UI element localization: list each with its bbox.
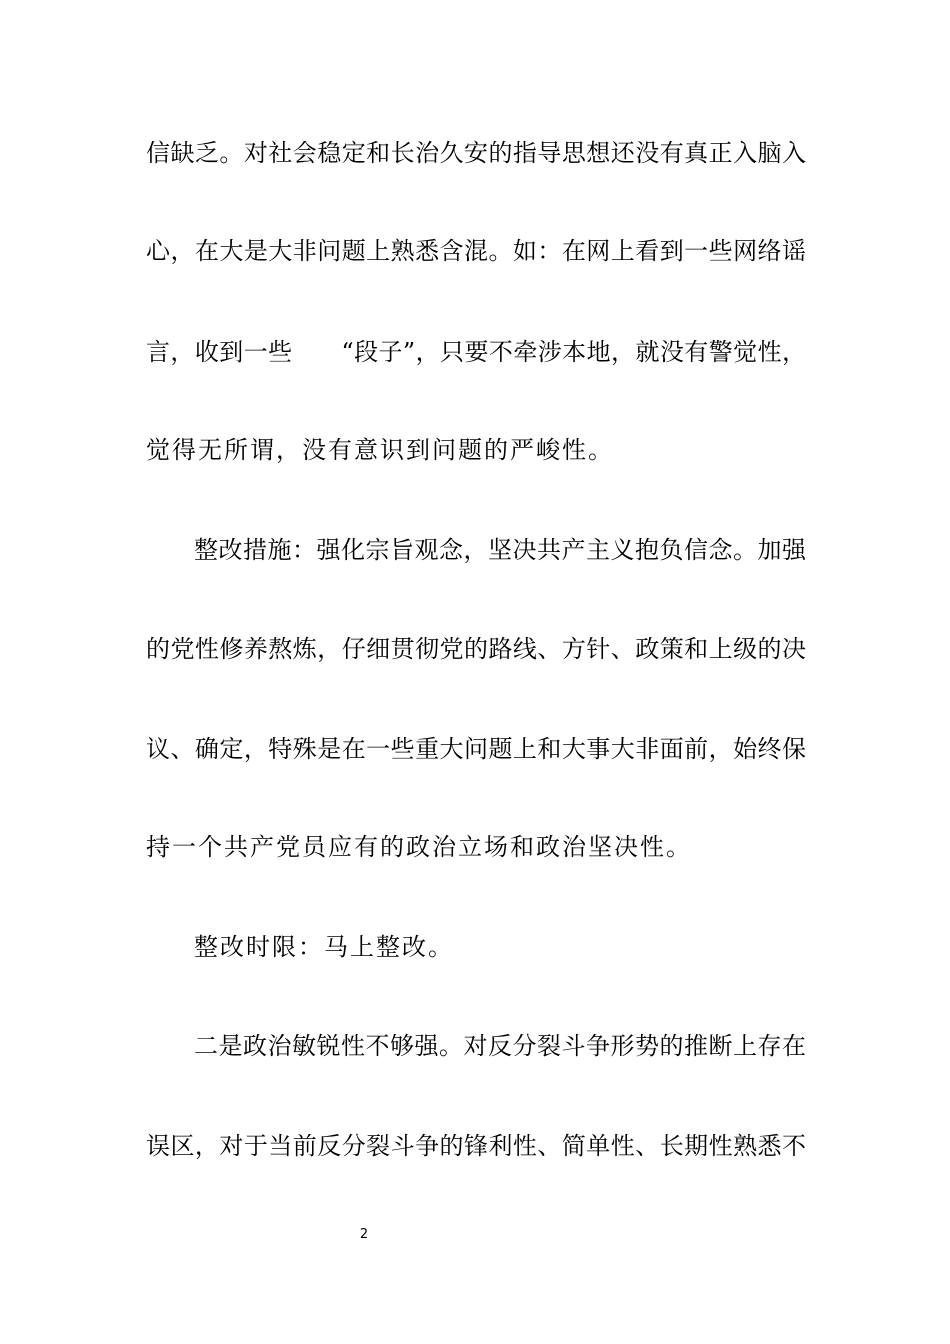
- text-line-6: 的党性修养熬炼，仔细贯彻党的路线、方针、政策和上级的决: [146, 635, 806, 663]
- text-line-5: 整改措施：强化宗旨观念，坚决共产主义抱负信念。加强: [194, 536, 806, 564]
- text-line-1: 信缺乏。对社会稳定和长治久安的指导思想还没有真正入脑入: [146, 139, 806, 167]
- page-number: 2: [359, 1227, 369, 1242]
- text-line-7: 议、确定，特殊是在一些重大问题上和大事大非面前，始终保: [146, 735, 806, 763]
- text-line-11: 误区，对于当前反分裂斗争的锋利性、简单性、长期性熟悉不: [146, 1132, 806, 1160]
- text-line-9: 整改时限：马上整改。: [194, 933, 454, 961]
- text-line-4: 觉得无所谓，没有意识到问题的严峻性。: [146, 436, 614, 464]
- text-line-8: 持一个共产党员应有的政治立场和政治坚决性。: [146, 833, 692, 861]
- text-line-3: 言，收到一些 “段子”，只要不牵涉本地，就没有警觉性，: [146, 338, 806, 366]
- text-line-10: 二是政治敏锐性不够强。对反分裂斗争形势的推断上存在: [194, 1032, 806, 1060]
- text-line-2: 心，在大是大非问题上熟悉含混。如：在网上看到一些网络谣: [146, 237, 806, 265]
